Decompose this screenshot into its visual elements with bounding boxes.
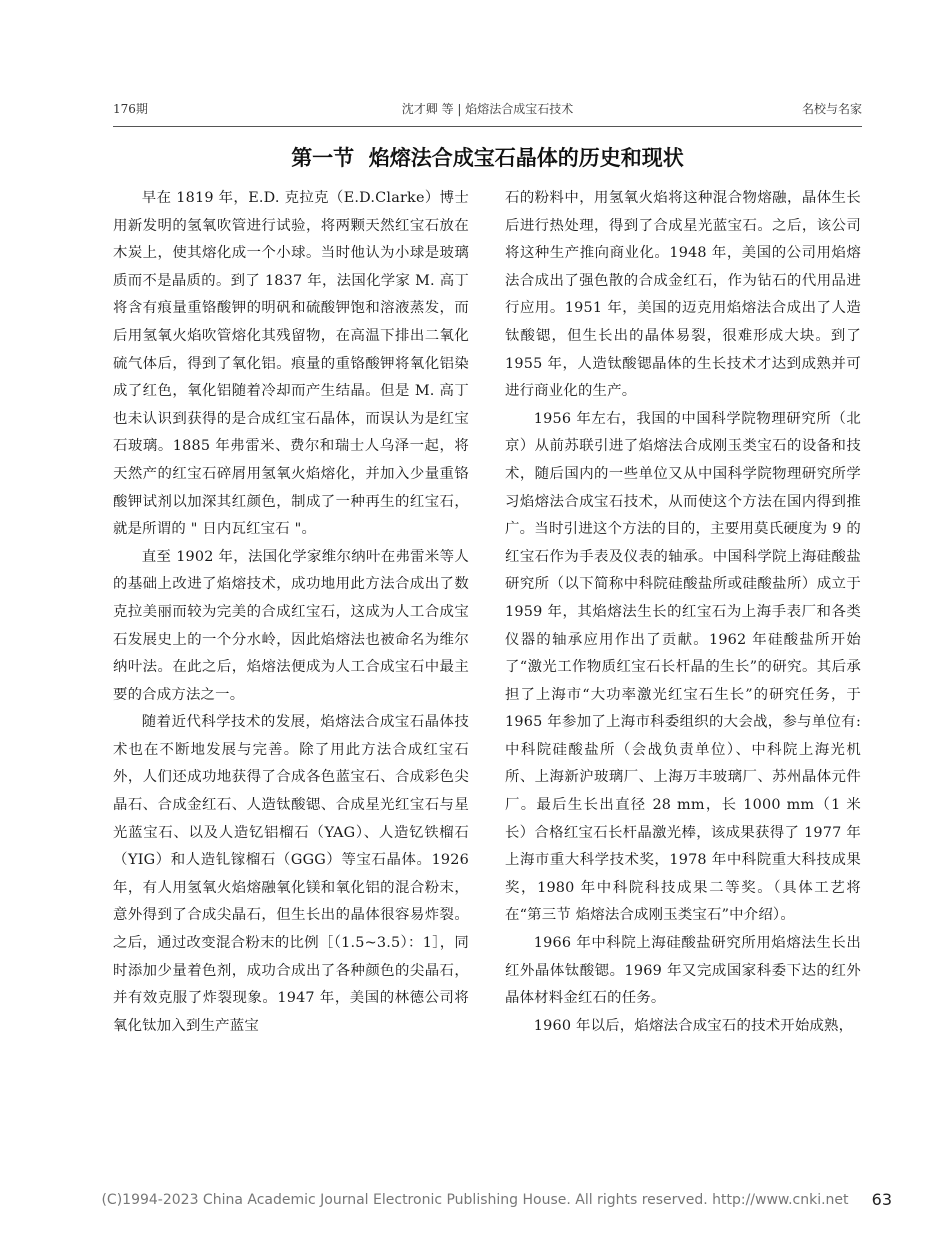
- page-number: 63: [871, 1190, 892, 1209]
- paragraph-verneuil-1902: 直至 1902 年，法国化学家维尔纳叶在弗雷米等人的基础上改进了焰熔技术，成功地用此方法合成出了数克拉美丽而较为完美的合成红宝石，这成为人工合成宝石发展史上的一个分水岭，因此焰熔法也被命名为维尔纳叶法。在此之后，焰熔法便成为人工合成宝石中最主要的合成方法之一。: [113, 548, 469, 703]
- issue-number: 176期: [113, 102, 148, 116]
- section-name: 名校与名家: [801, 102, 862, 116]
- page-footer: [0, 1190, 950, 1214]
- left-column: [113, 185, 469, 1040]
- running-header: [113, 100, 862, 126]
- paragraph-modern-development: 随着近代科学技术的发展，焰熔法合成宝石晶体技术也在不断地发展与完善。除了用此方法合成红宝石外，人们还成功地获得了合成各色蓝宝石、合成彩色尖晶石、合成金红石、人造钛酸锶、合成星光红宝石与星光蓝宝石、以及人造钇铝榴石（YAG）、人造钇铁榴石（YIG）和人造钆镓榴石（GGG）等宝石晶体。1926 年，有人用氢氧火焰熔融氧化镁和氧化铝的混合粉末，意外得到了合成尖晶石，但生长出的晶体很容易炸裂。之后，通过改变混合粉末的比例［（1.5~3.5）：1］，同时添加少量着色剂，成功合成出了各种颜色的尖晶石，并有效克服了炸裂现象。1947 年，美国的林德公司将氧化钛加入到生产蓝宝: [113, 714, 469, 1034]
- paragraph-1960: 1960 年以后，焰熔法合成宝石的技术开始成熟，: [533, 1017, 854, 1034]
- header-rule: [113, 126, 862, 127]
- copyright-notice: (C)1994-2023 China Academic Journal Electronic Publishing House. All rights reserved. http://www.cnki.net: [101, 1192, 849, 1208]
- running-title: 沈才卿 等 | 焰熔法合成宝石技术: [401, 102, 574, 116]
- paragraph-china-1956: 1956 年左右，我国的中国科学院物理研究所（北京）从前苏联引进了焰熔法合成刚玉类宝石的设备和技术，随后国内的一些单位又从中国科学院物理研究所学习焰熔法合成宝石技术，从而使这个方法在国内得到推广。当时引进这个方法的目的，主要用莫氏硬度为 9 的红宝石作为手表及仪表的轴承。中国科学院上海硅酸盐研究所（以下简称中科院硅酸盐所或硅酸盐所）成立于 1959 年，其焰熔法生长的红宝石为上海手表厂和各类仪器的轴承应用作出了贡献。1962 年硅酸盐所开始了“激光工作物质红宝石长杆晶的生长”的研究。其后承担了上海市“大功率激光红宝石生长”的研究任务，于 1965 年参加了上海市科委组织的大会战，参与单位有: 中科院硅酸盐所（会战负责单位）、中科院上海光机所、上海新沪玻璃厂、上海万丰玻璃厂、苏州晶体元件厂。最后生长出直径 28 mm，长 1000 mm（1 米长）合格红宝石长杆晶激光棒，该成果获得了 1977 年上海市重大科学技术奖，1978 年中科院重大科技成果奖，1980 年中科院科技成果二等奖。（具体工艺将在“第三节 焰熔法合成刚玉类宝石”中介绍）。: [505, 410, 861, 924]
- paragraph-1966: 1966 年中科院上海硅酸盐研究所用焰熔法生长出红外晶体钛酸锶。1969 年又完成国家科委下达的红外晶体材料金红石的任务。: [505, 935, 861, 1007]
- right-column: [505, 185, 861, 1040]
- paragraph-continuation: 石的粉料中，用氢氧火焰将这种混合物熔融，晶体生长后进行热处理，得到了合成星光蓝宝石。之后，该公司将这种生产推向商业化。1948 年，美国的公司用焰熔法合成出了强色散的合成金红石，作为钻石的代用品进行应用。1951 年，美国的迈克用焰熔法合成出了人造钛酸锶，但生长出的晶体易裂，很难形成大块。到了 1955 年，人造钛酸锶晶体的生长技术才达到成熟并可进行商业化的生产。: [505, 190, 861, 400]
- section-title: 第一节 焰熔法合成宝石晶体的历史和现状: [291, 146, 684, 170]
- paragraph-history-1819: 早在 1819 年，E.D. 克拉克（E.D.Clarke）博士用新发明的氢氧吹管进行试验，将两颗天然红宝石放在木炭上，使其熔化成一个小球。当时他认为小球是玻璃质而不是晶质的。到了 1837 年，法国化学家 M. 高丁将含有痕量重铬酸钾的明矾和硫酸钾饱和溶液蒸发，而后用氢氧火焰吹管熔化其残留物，在高温下排出二氧化硫气体后，得到了氧化铝。痕量的重铬酸钾将氧化铝染成了红色，氧化铝随着冷却而产生结晶。但是 M. 高丁也未认识到获得的是合成红宝石晶体，而误认为是红宝石玻璃。1885 年弗雷米、费尔和瑞士人乌泽一起，将天然产的红宝石碎屑用氢氧火焰熔化，并加入少量重铬酸钾试剂以加深其红颜色，制成了一种再生的红宝石，就是所谓的 " 日内瓦红宝石 "。: [113, 190, 469, 538]
